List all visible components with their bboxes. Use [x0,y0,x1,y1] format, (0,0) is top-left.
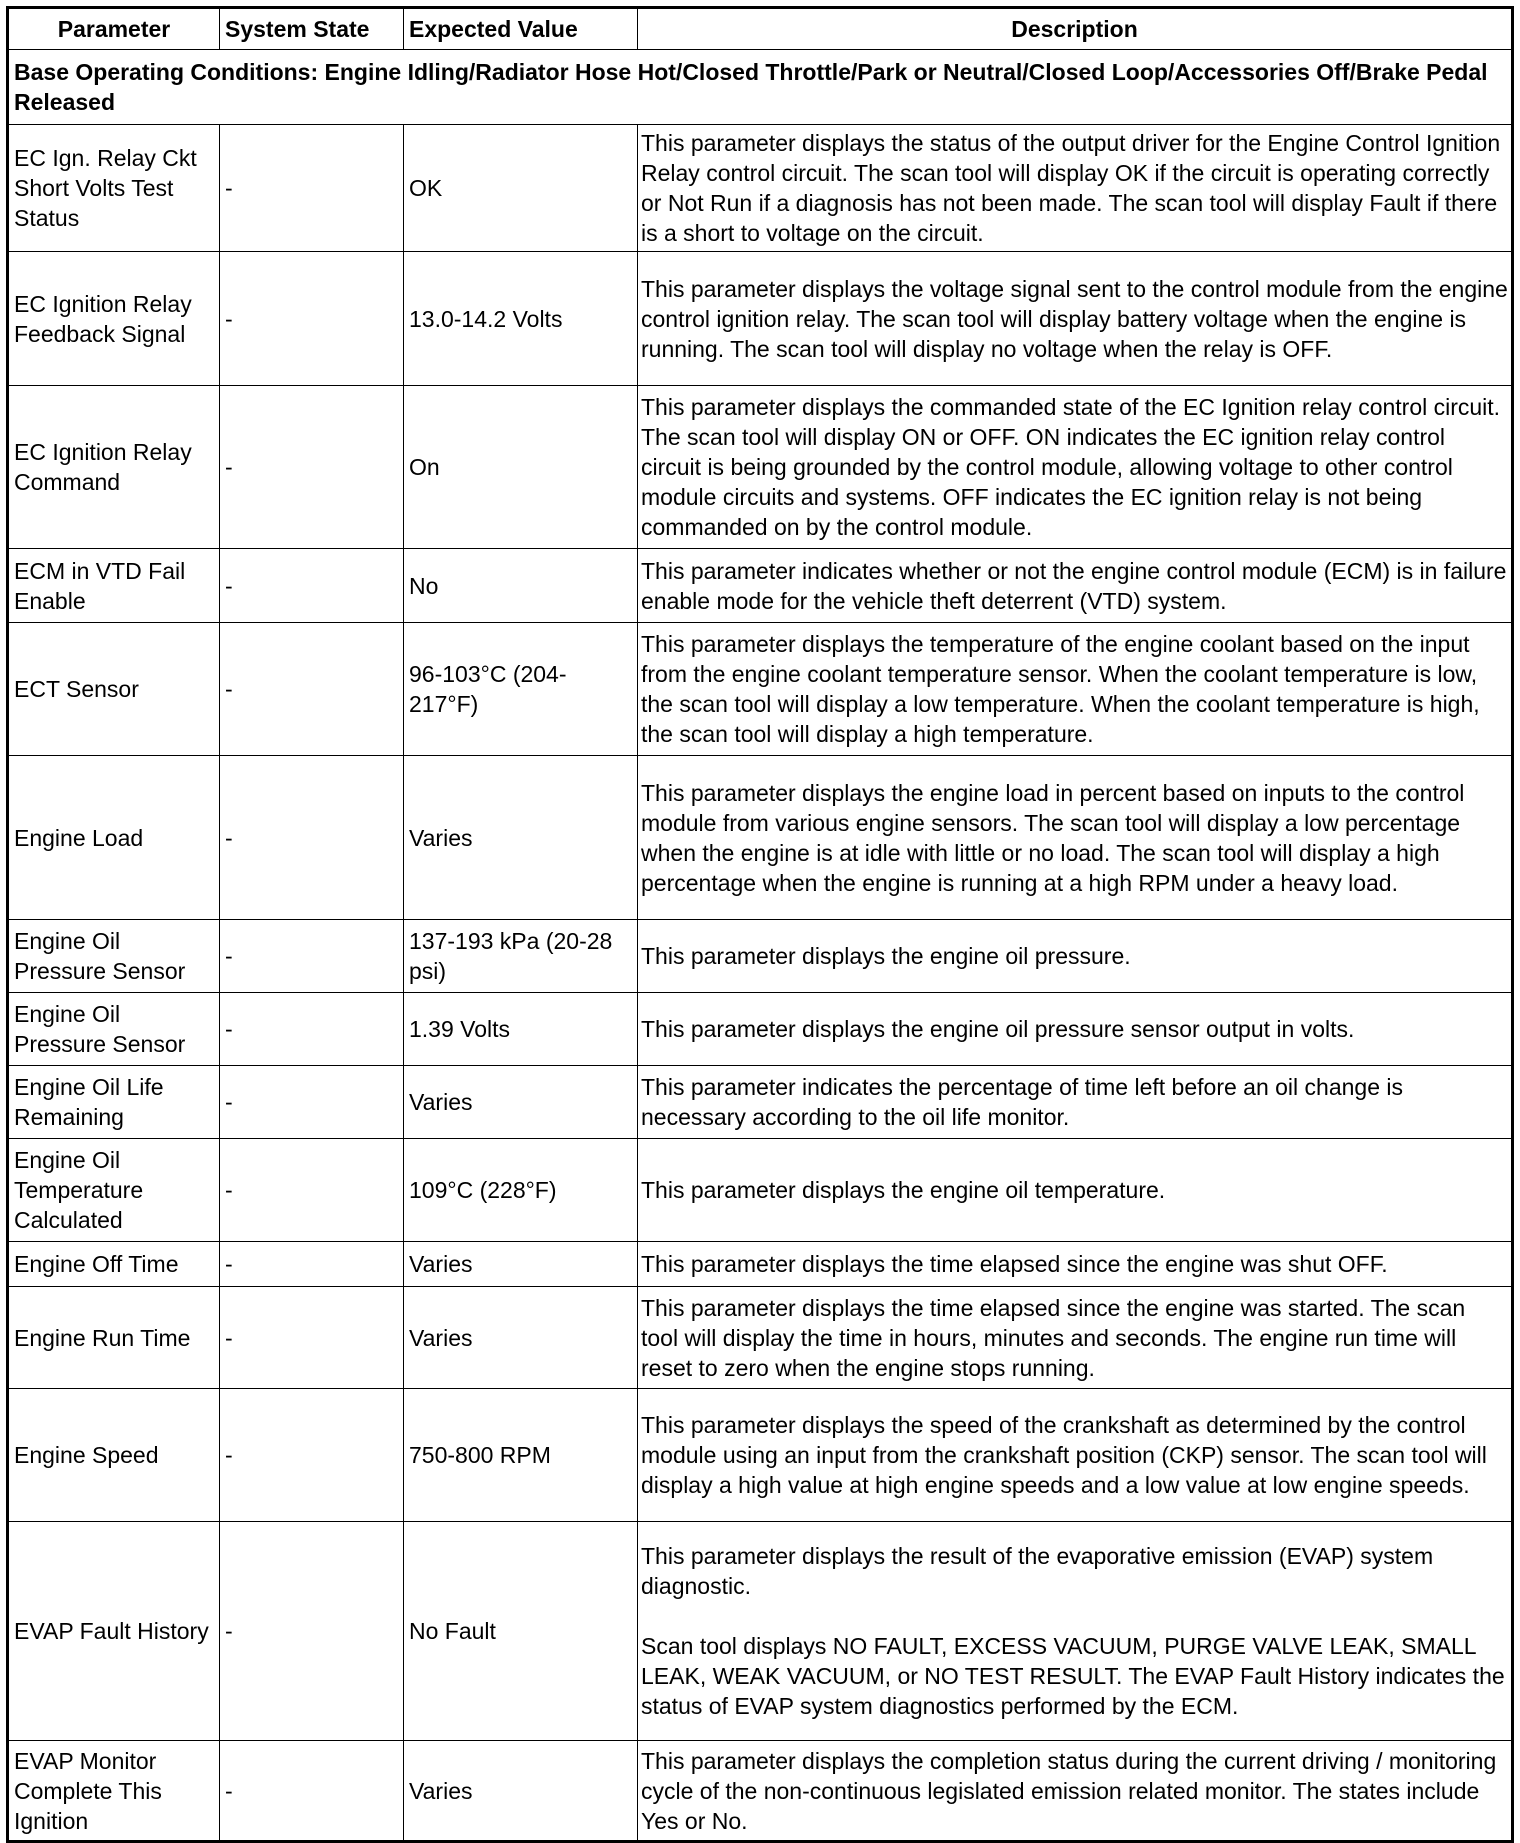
table-row [8,993,1513,1066]
system-state-cell: - [220,252,404,386]
expected-value-cell: Varies [404,756,638,920]
description-text: This parameter displays the voltage signal sent to the control module from the engine control ignition relay. The scan tool will display battery voltage when the engine is running. The scan tool will display no voltage when the relay is OFF. [641,275,1508,362]
description-text: This parameter displays the temperature of the engine coolant based on the input from the engine coolant temperature sensor. When the coolant temperature is low, the scan tool will display a low temperature. When the coolant temperature is high, the scan tool will display a high temperature. [641,631,1480,747]
expected-value-cell: On [404,386,638,549]
table-row [8,756,1513,920]
expected-value-cell: Varies [404,1242,638,1287]
expected-value-cell: Varies [404,1287,638,1389]
table-row [8,1522,1513,1741]
table-row [8,1287,1513,1389]
description-cell [638,549,1513,623]
description-cell [638,756,1513,920]
system-state-cell: - [220,1389,404,1522]
system-state-cell: - [220,623,404,756]
table-row [8,549,1513,623]
description-text-2: Scan tool displays NO FAULT, EXCESS VACUUM, PURGE VALVE LEAK, SMALL LEAK, WEAK VACUUM, or NO TEST RESULT. The EVAP Fault History indicates the status of EVAP system diagnostics performed by the ECM. [641,1633,1505,1719]
expected-value-cell: 137-193 kPa (20-28 psi) [404,920,638,993]
expected-value-cell: OK [404,125,638,252]
expected-value-cell: 13.0-14.2 Volts [404,252,638,386]
system-state-cell: - [220,1741,404,1842]
table-row [8,1242,1513,1287]
description-text: This parameter displays the speed of the crankshaft as determined by the control module using an input from the crankshaft position (CKP) sensor. The scan tool will display a high value at high engine speeds and a low value at low engine speeds. [641,1412,1487,1498]
parameter-cell: EVAP Fault History [8,1522,220,1741]
table-row [8,252,1513,386]
description-cell [638,1139,1513,1242]
expected-value-cell: Varies [404,1741,638,1842]
table-row [8,125,1513,252]
parameter-cell: Engine Speed [8,1389,220,1522]
system-state-cell: - [220,920,404,993]
description-cell [638,1522,1513,1741]
expected-value-cell: No [404,549,638,623]
description-cell [638,386,1513,549]
system-state-cell: - [220,386,404,549]
table-row [8,1139,1513,1242]
header-expected-value: Expected Value [404,8,638,50]
expected-value-cell: Varies [404,1066,638,1139]
parameter-cell: Engine Load [8,756,220,920]
description-cell [638,1287,1513,1389]
expected-value-cell: 96-103°C (204-217°F) [404,623,638,756]
description-cell [638,920,1513,993]
header-system-state: System State [220,8,404,50]
description-text: This parameter displays the time elapsed since the engine was started. The scan tool will display the time in hours, minutes and seconds. The engine run time will reset to zero when the engine stops running. [641,1294,1466,1381]
system-state-cell: - [220,1066,404,1139]
parameter-cell: EVAP Monitor Complete This Ignition [8,1741,220,1842]
description-cell [638,1242,1513,1287]
conditions-row [8,50,1513,125]
parameter-cell: Engine Oil Pressure Sensor [8,920,220,993]
parameter-cell: EC Ignition Relay Feedback Signal [8,252,220,386]
parameter-table [6,6,1514,1843]
table-row [8,1741,1513,1842]
description-text: This parameter indicates whether or not the engine control module (ECM) is in failure enable mode for the vehicle theft deterrent (VTD) system. [641,557,1507,614]
system-state-cell: - [220,1287,404,1389]
expected-value-cell: 1.39 Volts [404,993,638,1066]
description-cell [638,1741,1513,1842]
parameter-cell: EC Ignition Relay Command [8,386,220,549]
system-state-cell: - [220,1139,404,1242]
expected-value-cell: 109°C (228°F) [404,1139,638,1242]
description-text: This parameter indicates the percentage of time left before an oil change is necessary according to the oil life monitor. [641,1074,1403,1130]
description-text: This parameter displays the result of the evaporative emission (EVAP) system diagnostic. [641,1543,1434,1599]
system-state-cell: - [220,993,404,1066]
expected-value-cell: 750-800 RPM [404,1389,638,1522]
description-text: This parameter displays the time elapsed since the engine was shut OFF. [641,1251,1388,1277]
description-cell [638,1389,1513,1522]
table-row [8,1389,1513,1522]
description-text: This parameter displays the engine oil pressure. [641,943,1131,969]
system-state-cell: - [220,756,404,920]
parameter-cell: Engine Oil Temperature Calculated [8,1139,220,1242]
table-row [8,623,1513,756]
parameter-cell: ECT Sensor [8,623,220,756]
header-description: Description [638,8,1513,50]
system-state-cell: - [220,1522,404,1741]
description-text: This parameter displays the completion status during the current driving / monitoring cycle of the non-continuous legislated emission related monitor. The states include Yes or No. [641,1747,1497,1834]
description-text: This parameter displays the commanded state of the EC Ignition relay control circuit. The scan tool will display ON or OFF. ON indicates the EC ignition relay control circuit is being grounded by the control module, allowing voltage to other control module circuits and systems. OFF indicates the EC ignition relay is not being commanded on by the control module. [641,394,1501,540]
parameter-cell: Engine Run Time [8,1287,220,1389]
system-state-cell: - [220,549,404,623]
description-text: This parameter displays the engine oil temperature. [641,1177,1166,1203]
description-cell [638,623,1513,756]
description-text: This parameter displays the engine oil pressure sensor output in volts. [641,1016,1355,1042]
table-row [8,386,1513,549]
system-state-cell: - [220,1242,404,1287]
expected-value-cell: No Fault [404,1522,638,1741]
description-text: This parameter displays the status of the output driver for the Engine Control Ignition Relay control circuit. The scan tool will display OK if the circuit is operating correctly or Not Run if a diagnosis has not been made. The scan tool will display Fault if there is a short to voltage on the circuit. [641,130,1501,246]
parameter-cell: Engine Oil Life Remaining [8,1066,220,1139]
description-cell [638,1066,1513,1139]
header-row [8,8,1513,50]
parameter-cell: ECM in VTD Fail Enable [8,549,220,623]
description-cell [638,993,1513,1066]
description-cell [638,252,1513,386]
parameter-cell: EC Ign. Relay Ckt Short Volts Test Status [8,125,220,252]
base-operating-conditions: Base Operating Conditions: Engine Idling/Radiator Hose Hot/Closed Throttle/Park or Neutral/Closed Loop/Accessories Off/Brake Pedal Released [8,50,1513,125]
system-state-cell: - [220,125,404,252]
table-row [8,1066,1513,1139]
parameter-cell: Engine Oil Pressure Sensor [8,993,220,1066]
parameter-cell: Engine Off Time [8,1242,220,1287]
description-text: This parameter displays the engine load in percent based on inputs to the control module from various engine sensors. The scan tool will display a low percentage when the engine is at idle with little or no load. The scan tool will display a high percentage when the engine is running at a high RPM under a heavy load. [641,779,1465,896]
description-cell [638,125,1513,252]
header-parameter: Parameter [8,8,220,50]
table-row [8,920,1513,993]
